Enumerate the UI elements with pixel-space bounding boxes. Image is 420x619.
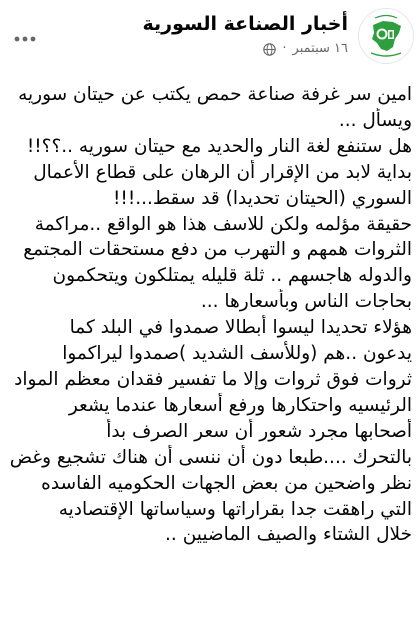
post-line: نظر واضحين من بعض الجهات الحكوميه الفاسده <box>41 472 412 494</box>
page-info <box>142 10 348 58</box>
post-line: الرئيسيه واحتكارها ورفع أسعارها عندما يشعر <box>68 394 412 416</box>
post-line: السوري (الحيتان تحديدا) قد سقط...!!! <box>113 187 412 209</box>
post-line: يدعون ..هم (وللأسف الشديد )صمدوا ليراكموا <box>62 343 412 365</box>
post-line: بالتحرك ....طبعا دون أن ننسى أن هناك تشجيع وغض <box>9 446 412 468</box>
meta-separator: · <box>282 41 287 56</box>
globe-icon <box>263 43 276 56</box>
post-line: الثروات همهم و التهرب من دفع مستحقات المجتمع <box>23 239 412 261</box>
post-line: بداية لابد من الإقرار أن الرهان على قطاع الأعمال <box>33 161 412 183</box>
page-name[interactable]: أخبار الصناعة السورية <box>142 13 348 35</box>
post-line: ويسأل ... <box>338 109 412 131</box>
post-body <box>6 82 412 548</box>
post-line: امين سر غرفة صناعة حمص يكتب عن حيتان سوريه <box>18 84 412 105</box>
post-meta <box>142 40 348 58</box>
post-timestamp[interactable]: ١٦ سبتمبر <box>292 41 348 56</box>
post-line: أصحابها مجرد شعور أن سعر الصرف بدأ <box>106 420 412 442</box>
more-dots-icon <box>14 36 36 42</box>
post-line: بحاجات الناس وبأسعارها ... <box>200 291 412 313</box>
post-line: والدوله هاجسهم .. ثلة قليله يمتلكون ويتحكمون <box>52 265 412 287</box>
post-line: هؤلاء تحديدا ليسوا أبطالا صمدوا في البلد كما <box>69 317 412 339</box>
syria-map-logo-icon <box>359 9 413 63</box>
post-line: هل ستنفع لغة النار والحديد مع حيتان سوريه ..؟؟!! <box>26 135 412 157</box>
post-line: التي راهقت جدا بقراراتها وسياساتها الإقتصاديه <box>58 498 412 520</box>
avatar[interactable] <box>358 8 414 64</box>
post-line: خلال الشتاء والصيف الماضيين .. <box>165 524 412 546</box>
more-options-button[interactable] <box>12 26 38 52</box>
post-line: ثروات فوق ثروات وإلا ما تفسير فقدان معظم المواد <box>14 368 412 390</box>
post-header <box>0 8 420 74</box>
post-line: حقيقة مؤلمه ولكن للاسف هذا هو الواقع ..مراكمة <box>34 213 412 235</box>
